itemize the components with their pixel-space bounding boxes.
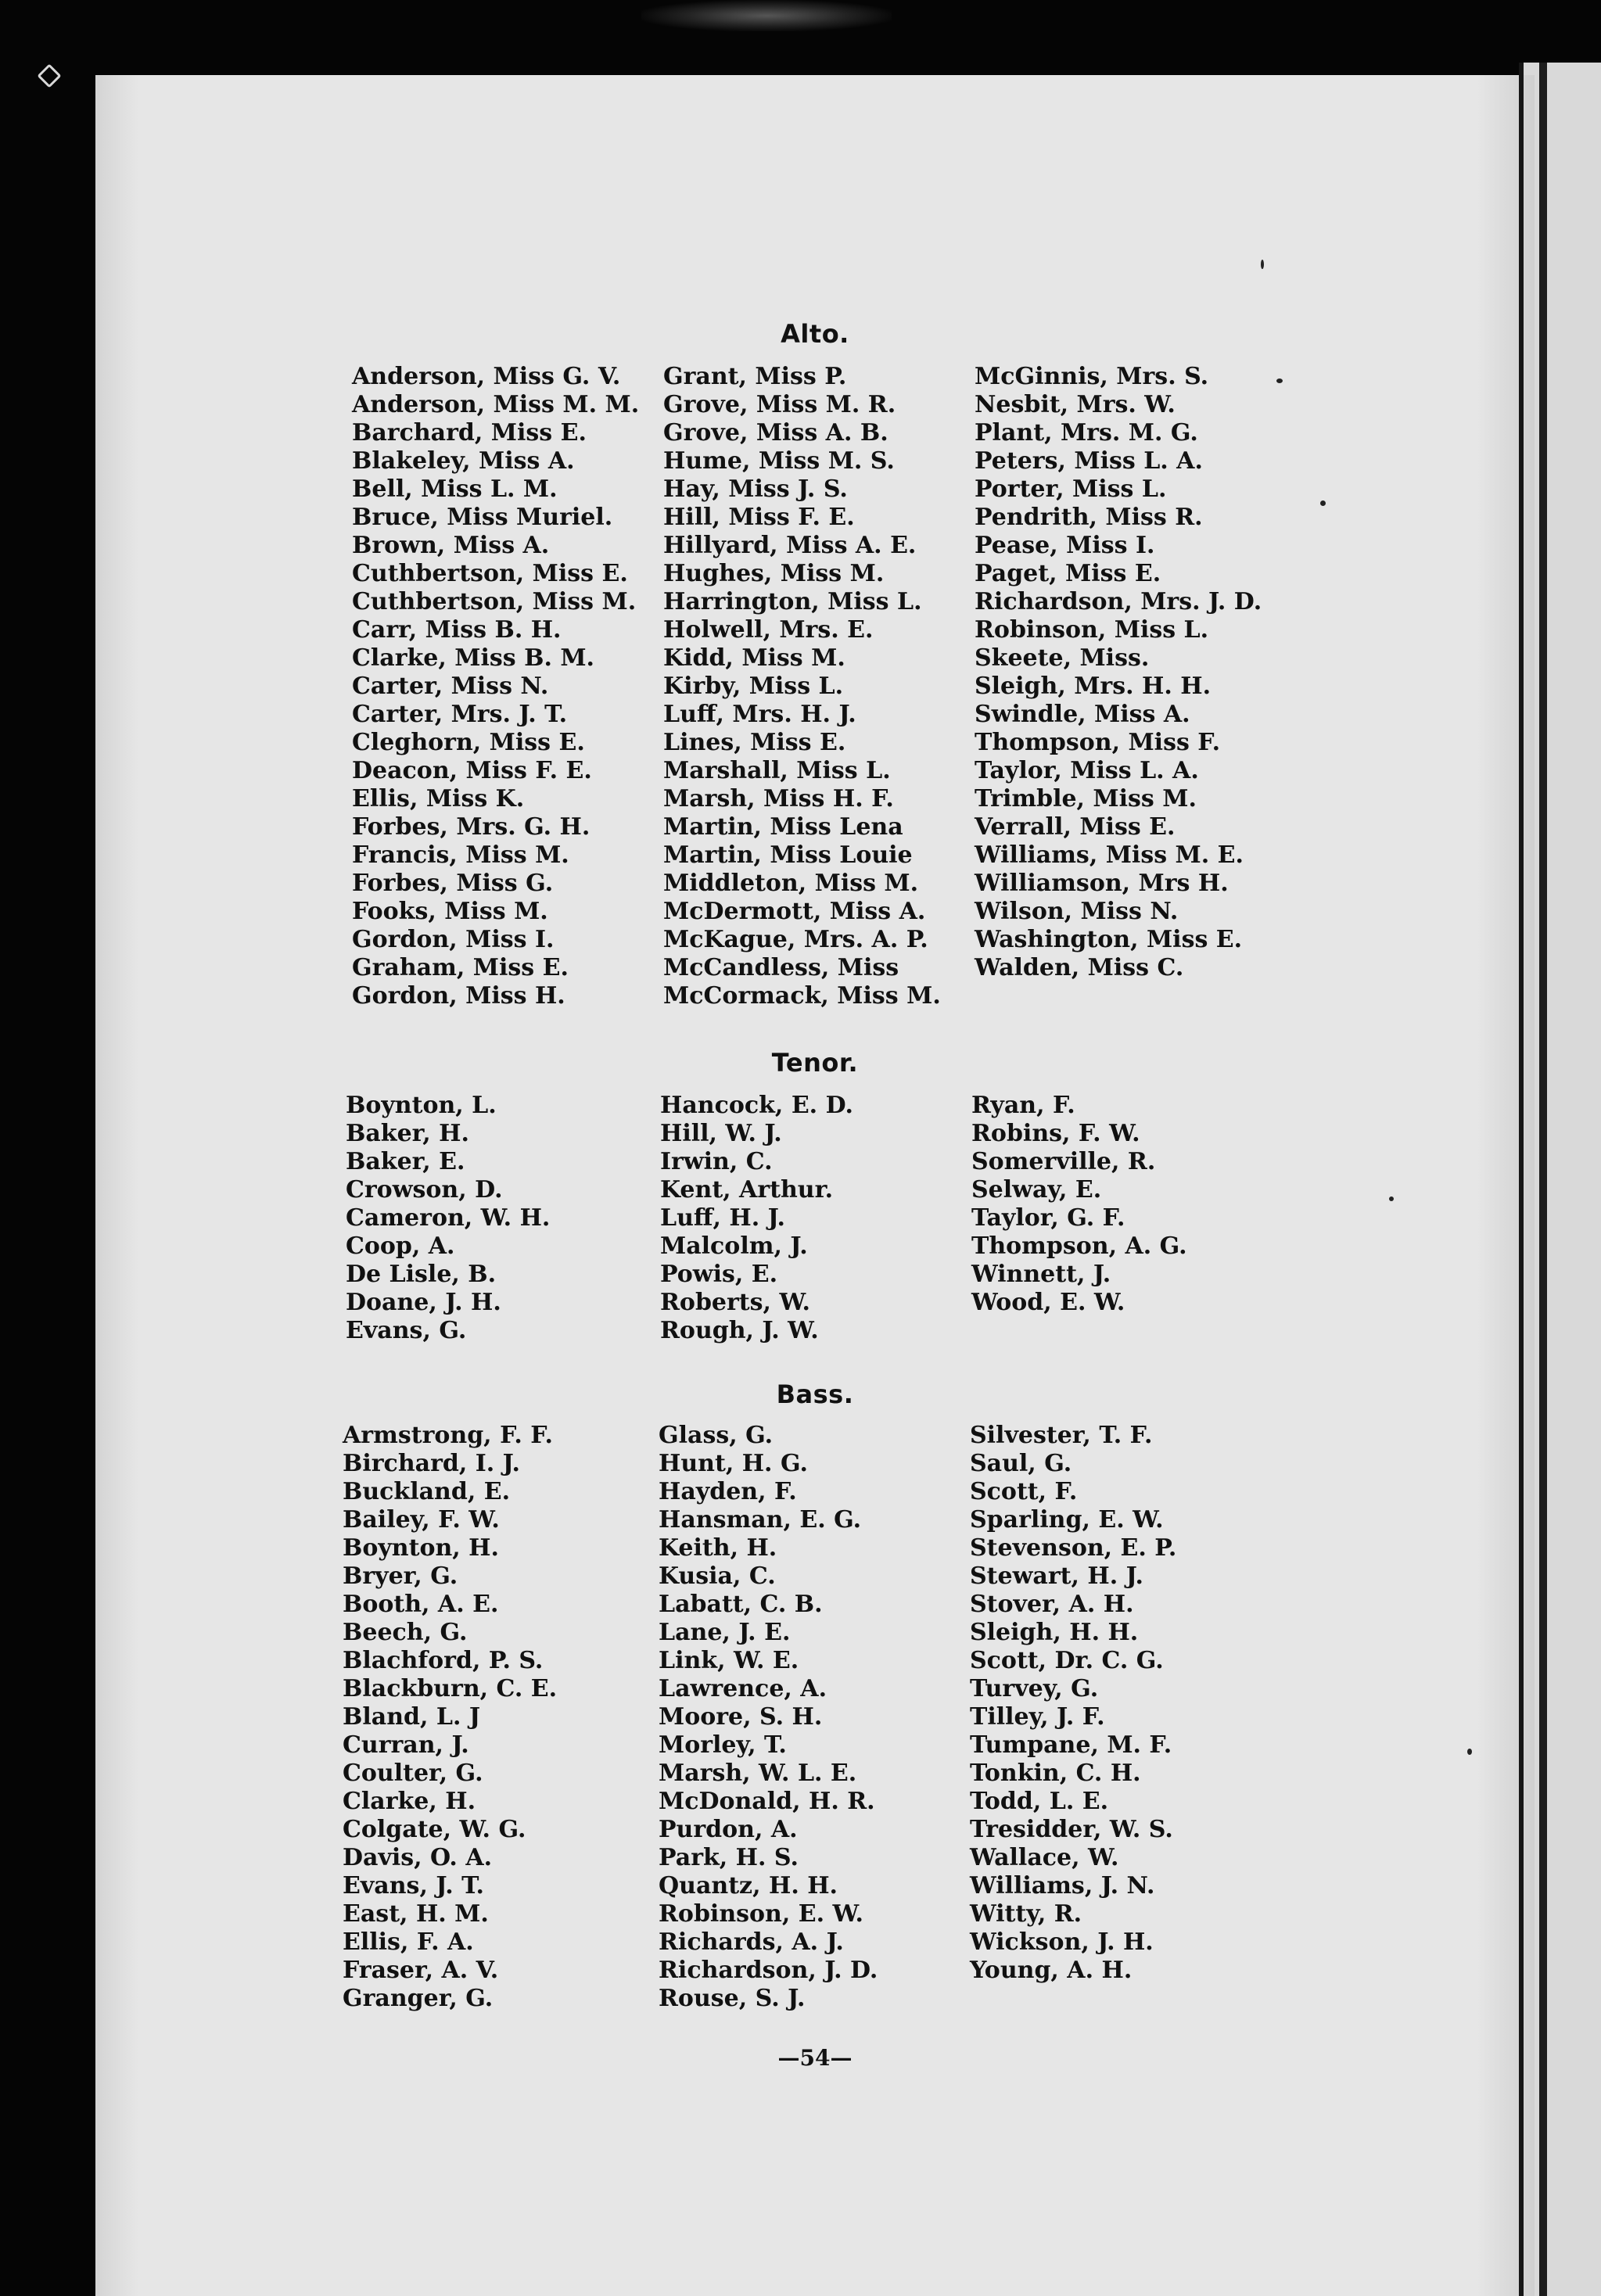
- alto-column-1: [352, 363, 639, 1010]
- member-name: Harrington, Miss L.: [663, 588, 922, 615]
- member-name: Brown, Miss A.: [352, 532, 550, 559]
- member-name: Ellis, Miss K.: [352, 785, 525, 813]
- member-name: Verrall, Miss E.: [975, 813, 1176, 841]
- member-name: Labatt, C. B.: [659, 1591, 823, 1618]
- member-name: Ryan, F.: [971, 1092, 1075, 1119]
- member-name: Kirby, Miss L.: [663, 673, 844, 700]
- member-name: Moore, S. H.: [659, 1703, 823, 1731]
- member-name: Lawrence, A.: [659, 1675, 827, 1702]
- member-name: Grove, Miss M. R.: [663, 391, 896, 418]
- member-name: Pease, Miss I.: [975, 532, 1155, 559]
- member-name: Paget, Miss E.: [975, 560, 1161, 587]
- member-name: Rough, J. W.: [660, 1317, 819, 1344]
- member-name: Barchard, Miss E.: [352, 419, 587, 447]
- member-name: Hayden, F.: [659, 1478, 797, 1505]
- page-number: —54—: [777, 2045, 853, 2071]
- member-name: McGinnis, Mrs. S.: [975, 363, 1209, 390]
- page-right-edge: [1519, 63, 1524, 2296]
- member-name: Cuthbertson, Miss E.: [352, 560, 628, 587]
- member-name: Purdon, A.: [659, 1816, 798, 1843]
- member-name: Robins, F. W.: [971, 1120, 1140, 1147]
- member-name: Hunt, H. G.: [659, 1450, 808, 1477]
- member-name: Swindle, Miss A.: [975, 701, 1190, 728]
- member-name: Clarke, H.: [343, 1788, 476, 1815]
- binding-shadow: [641, 0, 892, 31]
- member-name: Roberts, W.: [660, 1289, 810, 1316]
- member-name: Forbes, Mrs. G. H.: [352, 813, 591, 841]
- tenor-column-3: [971, 1092, 1187, 1317]
- member-name: Bell, Miss L. M.: [352, 475, 558, 503]
- member-name: Gordon, Miss I.: [352, 926, 555, 953]
- member-name: Francis, Miss M.: [352, 841, 569, 869]
- adjacent-page-edge: [1524, 63, 1601, 2296]
- member-name: Colgate, W. G.: [343, 1816, 526, 1843]
- member-name: Link, W. E.: [659, 1647, 799, 1674]
- member-name: Kidd, Miss M.: [663, 644, 845, 672]
- member-name: Robinson, E. W.: [659, 1900, 863, 1928]
- member-name: Rouse, S. J.: [659, 1985, 806, 2012]
- bass-column-1: [343, 1422, 557, 2013]
- member-name: De Lisle, B.: [346, 1261, 497, 1288]
- member-name: Hillyard, Miss A. E.: [663, 532, 917, 559]
- member-name: McCormack, Miss M.: [663, 982, 941, 1010]
- member-name: Richardson, J. D.: [659, 1957, 878, 1984]
- member-name: Robinson, Miss L.: [975, 616, 1209, 644]
- member-name: Granger, G.: [343, 1985, 494, 2012]
- member-name: Martin, Miss Louie: [663, 841, 913, 869]
- member-name: McDonald, H. R.: [659, 1788, 875, 1815]
- member-name: Beech, G.: [343, 1619, 468, 1646]
- member-name: Grant, Miss P.: [663, 363, 847, 390]
- member-name: Cuthbertson, Miss M.: [352, 588, 637, 615]
- alto-column-2: [663, 363, 941, 1010]
- member-name: Peters, Miss L. A.: [975, 447, 1203, 475]
- member-name: Bland, L. J: [343, 1703, 481, 1731]
- member-name: Wilson, Miss N.: [975, 898, 1179, 925]
- member-name: Young, A. H.: [970, 1957, 1133, 1984]
- member-name: Kusia, C.: [659, 1562, 776, 1590]
- scan-speck: [1276, 378, 1283, 383]
- member-name: Hancock, E. D.: [660, 1092, 853, 1119]
- member-name: Marshall, Miss L.: [663, 757, 891, 784]
- member-name: Luff, Mrs. H. J.: [663, 701, 856, 728]
- member-name: Morley, T.: [659, 1731, 787, 1759]
- scan-speck: [1320, 500, 1326, 506]
- member-name: Winnett, J.: [971, 1261, 1111, 1288]
- page-gutter: [1539, 63, 1547, 2296]
- section-heading-bass: Bass.: [776, 1379, 854, 1409]
- member-name: Grove, Miss A. B.: [663, 419, 888, 447]
- member-name: Martin, Miss Lena: [663, 813, 903, 841]
- member-name: Scott, F.: [970, 1478, 1078, 1505]
- member-name: Fooks, Miss M.: [352, 898, 548, 925]
- member-name: Davis, O. A.: [343, 1844, 493, 1871]
- section-heading-tenor: Tenor.: [771, 1048, 859, 1078]
- tenor-column-2: [660, 1092, 853, 1345]
- member-name: Plant, Mrs. M. G.: [975, 419, 1198, 447]
- bass-column-2: [659, 1422, 878, 2013]
- member-name: Thompson, Miss F.: [975, 729, 1221, 756]
- member-name: Glass, G.: [659, 1422, 774, 1449]
- member-name: Hughes, Miss M.: [663, 560, 885, 587]
- member-name: Richardson, Mrs. J. D.: [975, 588, 1262, 615]
- member-name: Boynton, H.: [343, 1534, 499, 1562]
- member-name: Williams, Miss M. E.: [975, 841, 1244, 869]
- member-name: Cleghorn, Miss E.: [352, 729, 585, 756]
- member-name: Somerville, R.: [971, 1148, 1156, 1175]
- member-name: Curran, J.: [343, 1731, 469, 1759]
- member-name: Carter, Mrs. J. T.: [352, 701, 568, 728]
- scan-speck: [1467, 1749, 1472, 1755]
- member-name: Tonkin, C. H.: [970, 1760, 1141, 1787]
- member-name: Wallace, W.: [970, 1844, 1119, 1871]
- member-name: Graham, Miss E.: [352, 954, 569, 981]
- member-name: Fraser, A. V.: [343, 1957, 499, 1984]
- member-name: Keith, H.: [659, 1534, 777, 1562]
- member-name: Scott, Dr. C. G.: [970, 1647, 1164, 1674]
- member-name: Powis, E.: [660, 1261, 778, 1288]
- member-name: Stover, A. H.: [970, 1591, 1134, 1618]
- member-name: Williamson, Mrs H.: [975, 870, 1229, 897]
- member-name: Tilley, J. F.: [970, 1703, 1105, 1731]
- member-name: Marsh, Miss H. F.: [663, 785, 894, 813]
- member-name: Anderson, Miss G. V.: [352, 363, 621, 390]
- member-name: Deacon, Miss F. E.: [352, 757, 592, 784]
- member-name: Richards, A. J.: [659, 1928, 844, 1956]
- member-name: Nesbit, Mrs. W.: [975, 391, 1176, 418]
- member-name: Witty, R.: [970, 1900, 1082, 1928]
- member-name: East, H. M.: [343, 1900, 489, 1928]
- member-name: Irwin, C.: [660, 1148, 773, 1175]
- member-name: Wood, E. W.: [971, 1289, 1125, 1316]
- member-name: Booth, A. E.: [343, 1591, 499, 1618]
- member-name: Hume, Miss M. S.: [663, 447, 895, 475]
- member-name: Gordon, Miss H.: [352, 982, 565, 1010]
- member-name: Doane, J. H.: [346, 1289, 501, 1316]
- member-name: Blakeley, Miss A.: [352, 447, 575, 475]
- member-name: Ellis, F. A.: [343, 1928, 474, 1956]
- member-name: Coop, A.: [346, 1232, 455, 1260]
- member-name: Kent, Arthur.: [660, 1176, 834, 1204]
- member-name: Hill, W. J.: [660, 1120, 782, 1147]
- member-name: Sleigh, Mrs. H. H.: [975, 673, 1212, 700]
- member-name: Walden, Miss C.: [975, 954, 1184, 981]
- member-name: Trimble, Miss M.: [975, 785, 1197, 813]
- member-name: Buckland, E.: [343, 1478, 511, 1505]
- alto-column-3: [975, 363, 1262, 982]
- member-name: Stewart, H. J.: [970, 1562, 1143, 1590]
- member-name: Selway, E.: [971, 1176, 1102, 1204]
- member-name: Bruce, Miss Muriel.: [352, 504, 613, 531]
- member-name: Thompson, A. G.: [971, 1232, 1187, 1260]
- member-name: Crowson, D.: [346, 1176, 503, 1204]
- member-name: Luff, H. J.: [660, 1204, 785, 1232]
- member-name: Lane, J. E.: [659, 1619, 791, 1646]
- member-name: Blachford, P. S.: [343, 1647, 544, 1674]
- member-name: McKague, Mrs. A. P.: [663, 926, 928, 953]
- member-name: Stevenson, E. P.: [970, 1534, 1177, 1562]
- member-name: Evans, G.: [346, 1317, 467, 1344]
- member-name: Tumpane, M. F.: [970, 1731, 1172, 1759]
- member-name: Wickson, J. H.: [970, 1928, 1154, 1956]
- member-name: Silvester, T. F.: [970, 1422, 1153, 1449]
- member-name: Blackburn, C. E.: [343, 1675, 558, 1702]
- member-name: McCandless, Miss: [663, 954, 899, 981]
- member-name: Taylor, G. F.: [971, 1204, 1125, 1232]
- tenor-column-1: [346, 1092, 550, 1345]
- member-name: Cameron, W. H.: [346, 1204, 551, 1232]
- member-name: Baker, H.: [346, 1120, 469, 1147]
- member-name: Forbes, Miss G.: [352, 870, 554, 897]
- member-name: Todd, L. E.: [970, 1788, 1109, 1815]
- member-name: Evans, J. T.: [343, 1872, 484, 1900]
- member-name: Malcolm, J.: [660, 1232, 808, 1260]
- member-name: McDermott, Miss A.: [663, 898, 926, 925]
- member-name: Skeete, Miss.: [975, 644, 1150, 672]
- member-name: Bryer, G.: [343, 1562, 458, 1590]
- member-name: Washington, Miss E.: [975, 926, 1243, 953]
- member-name: Lines, Miss E.: [663, 729, 846, 756]
- member-name: Williams, J. N.: [970, 1872, 1155, 1900]
- member-name: Hill, Miss F. E.: [663, 504, 855, 531]
- member-name: Turvey, G.: [970, 1675, 1099, 1702]
- section-heading-alto: Alto.: [781, 319, 849, 349]
- member-name: Saul, G.: [970, 1450, 1072, 1477]
- member-name: Pendrith, Miss R.: [975, 504, 1203, 531]
- member-name: Carr, Miss B. H.: [352, 616, 562, 644]
- member-name: Taylor, Miss L. A.: [975, 757, 1199, 784]
- member-name: Birchard, I. J.: [343, 1450, 520, 1477]
- member-name: Anderson, Miss M. M.: [352, 391, 640, 418]
- member-name: Holwell, Mrs. E.: [663, 616, 874, 644]
- bass-column-3: [970, 1422, 1176, 1985]
- member-name: Armstrong, F. F.: [343, 1422, 553, 1449]
- member-name: Tresidder, W. S.: [970, 1816, 1173, 1843]
- member-name: Boynton, L.: [346, 1092, 497, 1119]
- member-name: Bailey, F. W.: [343, 1506, 500, 1534]
- document-page: [95, 75, 1535, 2296]
- member-name: Quantz, H. H.: [659, 1872, 838, 1900]
- member-name: Coulter, G.: [343, 1760, 483, 1787]
- member-name: Porter, Miss L.: [975, 475, 1167, 503]
- member-name: Middleton, Miss M.: [663, 870, 919, 897]
- member-name: Park, H. S.: [659, 1844, 799, 1871]
- member-name: Sleigh, H. H.: [970, 1619, 1139, 1646]
- scan-speck: [1261, 260, 1264, 269]
- member-name: Sparling, E. W.: [970, 1506, 1164, 1534]
- member-name: Carter, Miss N.: [352, 673, 549, 700]
- scan-speck: [1389, 1196, 1394, 1201]
- member-name: Hansman, E. G.: [659, 1506, 862, 1534]
- member-name: Hay, Miss J. S.: [663, 475, 848, 503]
- member-name: Clarke, Miss B. M.: [352, 644, 595, 672]
- member-name: Baker, E.: [346, 1148, 465, 1175]
- member-name: Marsh, W. L. E.: [659, 1760, 857, 1787]
